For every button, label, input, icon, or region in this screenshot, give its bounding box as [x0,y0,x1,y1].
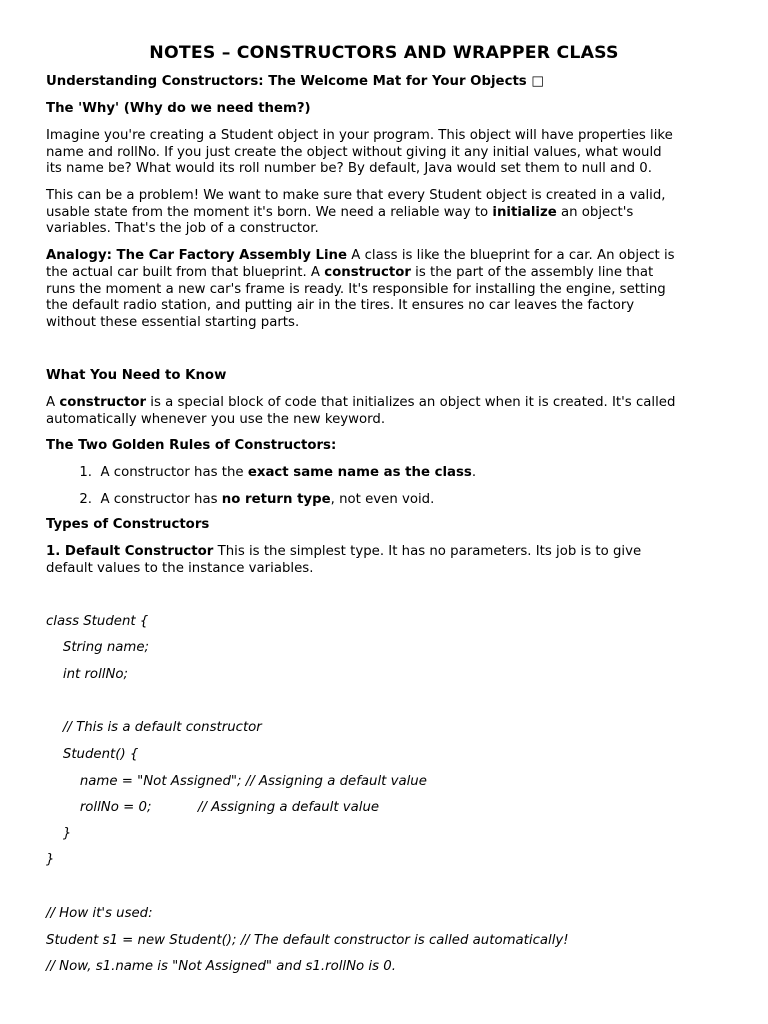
text-run: is a special block of code that initializes an object when it is created. It's called [146,395,676,410]
bold-term: initialize [492,205,557,220]
paragraph-3-line-5: without these essential starting parts. [46,315,300,330]
code-line: // This is a default constructor [46,720,262,735]
list-item-rule-1 [46,464,476,481]
subtitle [46,73,544,90]
paragraph-2-line-2 [46,204,633,221]
need-heading: What You Need to Know [46,368,227,383]
code-line: } [46,826,72,841]
bold-term: 1. Default Constructor [46,544,214,559]
text-run: . [471,465,477,480]
code-line: // Now, s1.name is "Not Assigned" and s1.rollNo is 0. [46,959,396,974]
list-item-rule-2 [46,491,434,508]
types-heading: Types of Constructors [46,517,210,532]
text-run: This is the simplest type. It has no parameters. Its job is to give [213,544,642,559]
text-run: A class is like the blueprint for a car. An object is [347,248,675,263]
bold-term: no return type [221,492,331,507]
bold-term: constructor [59,395,147,410]
paragraph-3-line-3: runs the moment a new car's frame is ready. It's responsible for installing the engine, setting [46,282,666,297]
code-line: class Student { [46,614,149,629]
subtitle-text: Understanding Constructors: The Welcome Mat for Your Objects [46,74,527,89]
paragraph-1-line-2: name and rollNo. If you just create the object without giving it any initial values, what would [46,145,662,160]
code-line: // How it's used: [46,906,153,921]
code-line: name = "Not Assigned"; // Assigning a default value [46,774,427,789]
page-title: NOTES – CONSTRUCTORS AND WRAPPER CLASS [149,43,619,63]
text-run: A constructor has [100,492,222,507]
why-heading: The 'Why' (Why do we need them?) [46,101,311,116]
code-line: Student() { [46,747,139,762]
paragraph-2-line-3: variables. That's the job of a constructor. [46,221,319,236]
code-line: String name; [46,640,150,655]
text-run: the actual car built from that blueprint. A [46,265,325,280]
emoji-placeholder-icon: □ [531,74,544,89]
code-line: rollNo = 0; // Assigning a default value [46,800,380,815]
paragraph-5-line-2: default values to the instance variables. [46,561,314,576]
bold-term: exact same name as the class [247,465,472,480]
rules-heading: The Two Golden Rules of Constructors: [46,438,337,453]
paragraph-5-line-1 [46,543,641,560]
code-line: int rollNo; [46,667,129,682]
text-run: A constructor has the [100,465,248,480]
text-run: usable state from the moment it's born. We need a reliable way to [46,205,493,220]
paragraph-3-line-2 [46,264,653,281]
paragraph-4-line-1 [46,394,675,411]
paragraph-1-line-1: Imagine you're creating a Student object in your program. This object will have properties like [46,128,673,143]
text-run: , not even void. [330,492,435,507]
text-run: is the part of the assembly line that [410,265,654,280]
text-run: A [46,395,60,410]
code-line: } [46,852,55,867]
list-number: 2. [79,492,92,507]
list-number: 1. [79,465,92,480]
code-line: Student s1 = new Student(); // The default constructor is called automatically! [46,933,569,948]
paragraph-4-line-2: automatically whenever you use the new keyword. [46,412,386,427]
paragraph-3-line-1 [46,247,675,264]
paragraph-1-line-3: its name be? What would its roll number be? By default, Java would set them to null and 0. [46,161,652,176]
text-run: an object's [556,205,634,220]
analogy-label: Analogy: The Car Factory Assembly Line [46,248,348,263]
paragraph-2-line-1: This can be a problem! We want to make sure that every Student object is created in a valid, [46,188,666,203]
paragraph-3-line-4: the default radio station, and putting air in the tires. It ensures no car leaves the factory [46,298,635,313]
bold-term: constructor [324,265,411,280]
